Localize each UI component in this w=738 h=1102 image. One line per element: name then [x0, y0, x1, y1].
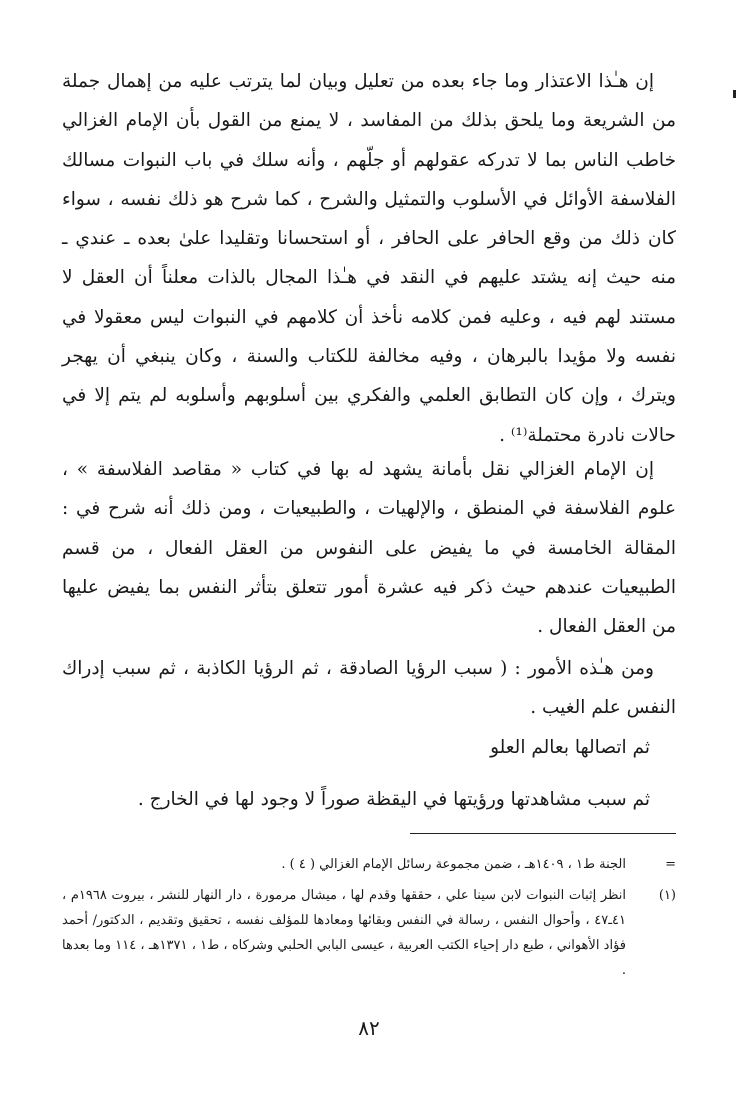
list-line-2: ثم سبب مشاهدتها ورؤيتها في اليقظة صوراً لا وجود لها في الخارج .	[137, 789, 650, 810]
footnote-text: انظر إثبات النبوات لابن سينا علي ، حققها وقدم لها ، ميشال مرمورة ، دار النهار للنشر ، بيروت ١٩٦٨م ، ٤١ـ٤٧ ، وأحوال النفس ، رسالة في النفس وبقائها ومعادها للمؤلف نفسه ، تحقيق وتقديم ، الدكتور/ أحمد فؤاد الأهواني ، طبع دار إحياء الكتب العربية ، عيسى البابي الحلبي وشركاه ، ط١ ، ١٣٧١هـ ، ١١٤ وما بعدها .	[62, 888, 627, 978]
footnote-marker: (١)	[658, 888, 676, 903]
paragraph-1: إن هـٰذا الاعتذار وما جاء بعده من تعليل وبيان لما يترتب عليه من إهمال جملة من الشريعة وما يلحق بذلك من المفاسد ، لا يمنع من القول بأن الإمام الغزالي خاطب الناس بما لا تدركه عقولهم أو جلّهم ، وأنه سلك في باب النبوات مسالك الفلاسفة الأوائل في الأسلوب والتمثيل والشرح ، كما شرح هو ذلك نفسه ، سواء كان ذلك من وقع الحافر على الحافر ، أو استحسانا وتقليدا علىٰ بعده ـ عندي ـ منه حيث إنه يشتد عليهم في النقد في هـٰذا المجال بالذات معلناً أن العقل لا مستند لهم فيه ، وعليه فمن كلامه نأخذ أن كلامهم في النبوات ليس معقولا في نفسه ولا مؤيدا بالبرهان ، وفيه مخالفة للكتاب والسنة ، وكان ينبغي أن يهجر ويترك ، وإن كان التطابق العلمي والفكري بين أسلوبهم وأسلوبه لم يتم إلا في حالات نادرة محتملة⁽¹⁾ .	[62, 71, 676, 446]
footnote-continuation	[62, 852, 676, 877]
footnote-divider	[410, 833, 676, 834]
footnote-text: الجنة ط١ ، ١٤٠٩هـ ، ضمن مجموعة رسائل الإمام الغزالي ( ٤ ) .	[281, 857, 626, 872]
footnote-1	[62, 883, 676, 983]
footnote-marker: =	[665, 857, 676, 872]
page-number: ٨٢	[358, 1016, 380, 1040]
list-line-1: ثم اتصالها بعالم العلو	[490, 737, 650, 758]
paragraph-2: إن الإمام الغزالي نقل بأمانة يشهد له بها في كتاب « مقاصد الفلاسفة » ، علوم الفلاسفة في المنطق ، والإلهيات ، والطبيعيات ، ومن ذلك أنه شرح في : المقالة الخامسة في ما يفيض على النفوس من العقل الفعال ، من قسم الطبيعيات عندهم حيث ذكر فيه عشرة أمور تتعلق بتأثر النفس بما يفيض عليها من العقل الفعال .	[62, 459, 676, 638]
scan-edge-mark	[733, 90, 736, 98]
paragraph-3: ومن هـٰذه الأمور : ( سبب الرؤيا الصادقة ، ثم الرؤيا الكاذبة ، ثم سبب إدراك النفس علم الغيب .	[62, 658, 676, 719]
